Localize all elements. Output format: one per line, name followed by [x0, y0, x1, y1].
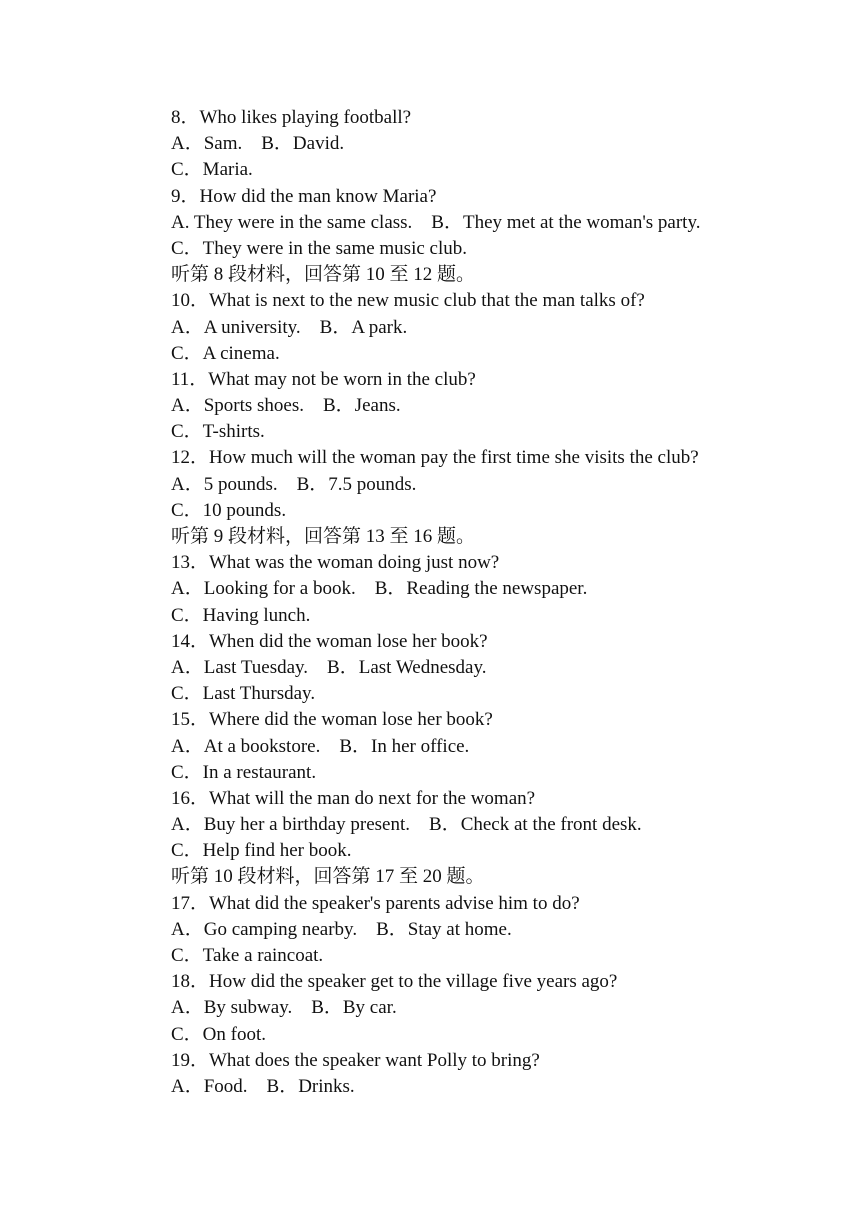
question-8: 8．Who likes playing football?: [171, 107, 412, 128]
options-16-ab: A．Buy her a birthday present. B．Check at the front desk.: [171, 814, 642, 836]
question-16: 16．What will the man do next for the woman?: [171, 787, 536, 809]
option-17-c: C．Take a raincoat.: [171, 945, 324, 966]
question-17: 17．What did the speaker's parents advise him to do?: [171, 892, 580, 914]
options-17-ab: A．Go camping nearby. B．Stay at home.: [171, 918, 512, 940]
question-list: [171, 105, 791, 1100]
question-18: 18．How did the speaker get to the village five years ago?: [171, 971, 618, 993]
question-19: 19．What does the speaker want Polly to bring?: [171, 1049, 540, 1071]
option-10-c: C．A cinema.: [171, 342, 280, 364]
option-14-c: C．Last Thursday.: [171, 683, 316, 705]
section-heading-10: 听第 10 段材料，回答第 17 至 20 题。: [171, 866, 485, 888]
option-16-c: C．Help find her book.: [171, 840, 352, 862]
options-9-ab: A. They were in the same class. B．They met at the woman's party.: [171, 211, 701, 233]
question-15: 15．Where did the woman lose her book?: [171, 709, 493, 731]
option-12-c: C．10 pounds.: [171, 499, 287, 521]
question-13: 13．What was the woman doing just now?: [171, 552, 500, 574]
options-18-ab: A．By subway. B．By car.: [171, 997, 397, 1019]
options-11-ab: A．Sports shoes. B．Jeans.: [171, 395, 401, 417]
question-9: 9．How did the man know Maria?: [171, 185, 437, 207]
section-heading-9: 听第 9 段材料，回答第 13 至 16 题。: [171, 526, 476, 547]
question-12: 12．How much will the woman pay the first time she visits the club?: [171, 447, 699, 469]
question-14: 14．When did the woman lose her book?: [171, 630, 488, 652]
options-13-ab: A．Looking for a book. B．Reading the newspaper.: [171, 578, 588, 600]
options-14-ab: A．Last Tuesday. B．Last Wednesday.: [171, 656, 487, 678]
options-10-ab: A．A university. B．A park.: [171, 316, 408, 338]
option-18-c: C．On foot.: [171, 1023, 267, 1045]
option-15-c: C．In a restaurant.: [171, 761, 317, 783]
question-11: 11．What may not be worn in the club?: [171, 368, 476, 390]
option-9-c: C．They were in the same music club.: [171, 237, 468, 259]
section-heading-8: 听第 8 段材料，回答第 10 至 12 题。: [171, 264, 476, 286]
question-10: 10．What is next to the new music club that the man talks of?: [171, 290, 645, 312]
options-8-ab: A．Sam. B．David.: [171, 133, 345, 155]
option-13-c: C．Having lunch.: [171, 604, 311, 626]
options-15-ab: A．At a bookstore. B．In her office.: [171, 735, 470, 757]
options-12-ab: A．5 pounds. B．7.5 pounds.: [171, 473, 417, 495]
option-8-c: C．Maria.: [171, 159, 253, 181]
options-19-ab: A．Food. B．Drinks.: [171, 1075, 355, 1097]
option-11-c: C．T-shirts.: [171, 421, 265, 443]
